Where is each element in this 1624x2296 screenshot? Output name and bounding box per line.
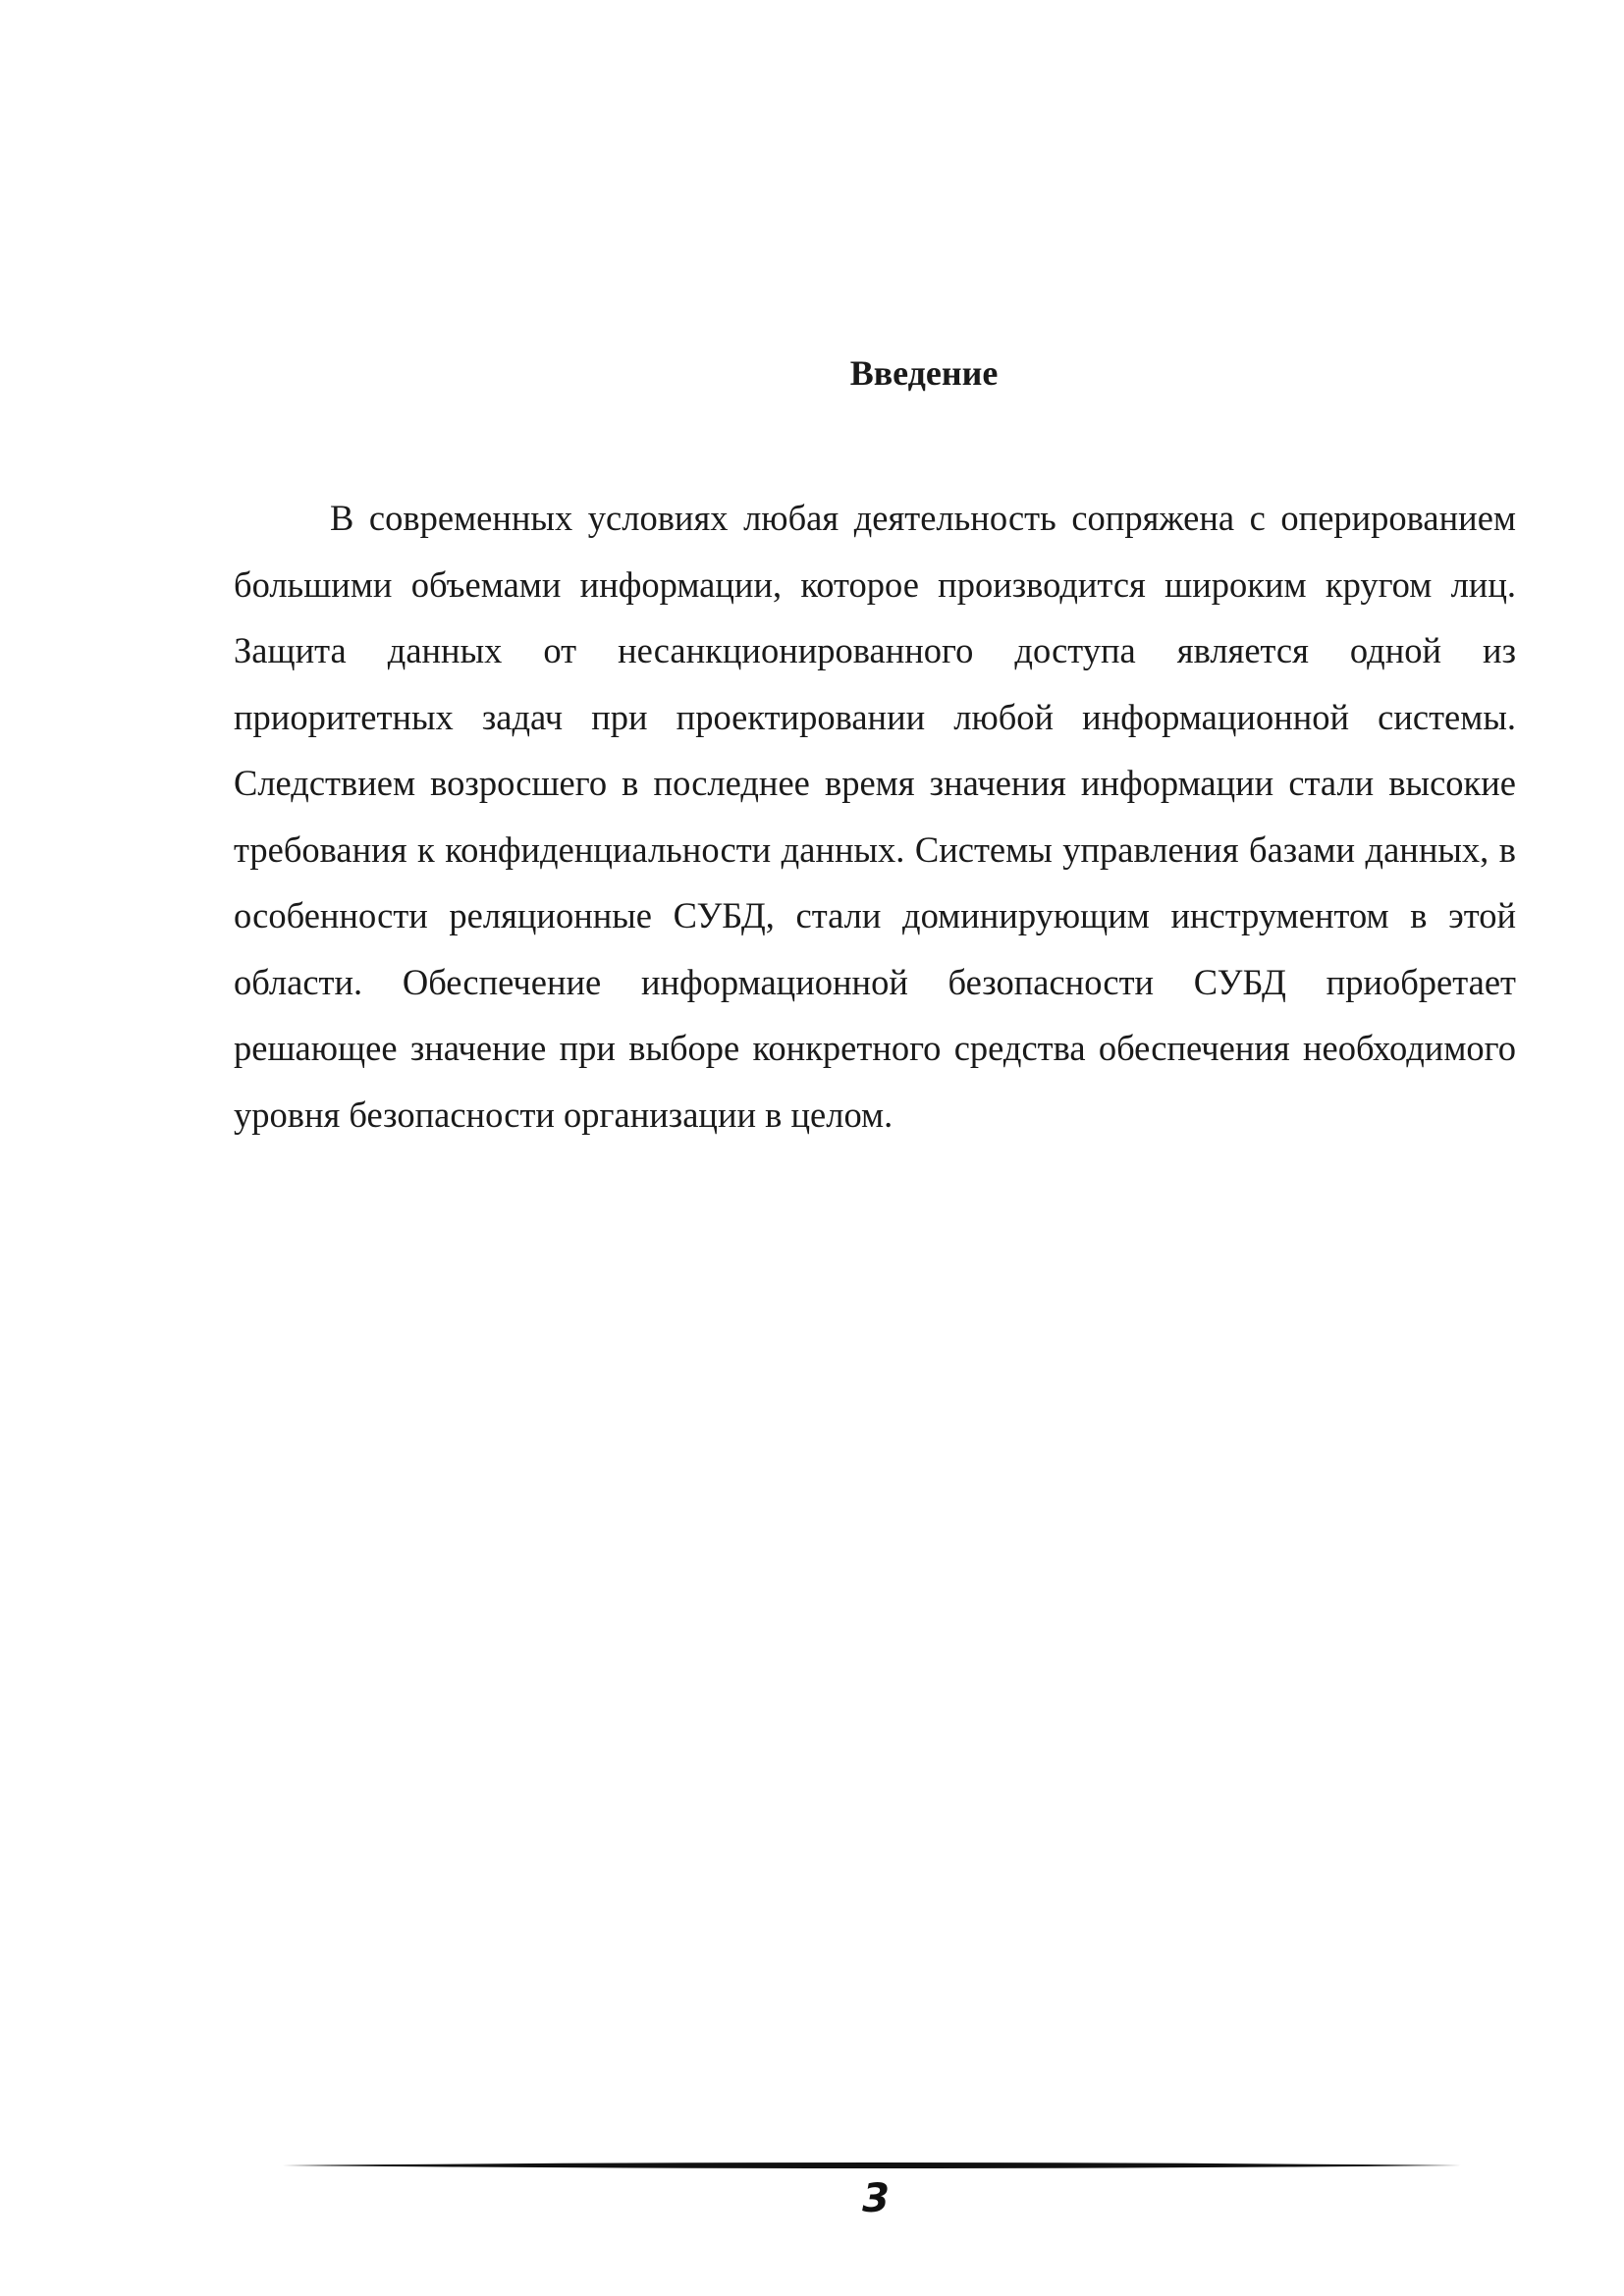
intro-paragraph: В современных условиях любая деятельность сопряжена с оперированием большими объемами информации, которое производится широким кругом лиц. Защита данных от несанкционированного доступа является одной из приоритетных задач при проектировании любой информационной системы. Следствием возросшего в последнее время значения информации стали высокие требования к конфиденциальности данных. Системы управления базами данных, в особенности реляционные СУБД, стали доминирующим инструментом в этой области. Обеспечение информационной безопасности СУБД приобретает решающее значение при выборе конкретного средства обеспечения необходимого уровня безопасности организации в целом. (234, 498, 1516, 1135)
footer-divider (283, 2160, 1461, 2171)
section-heading: Введение (849, 353, 999, 393)
page-number: 3 (862, 2176, 890, 2221)
